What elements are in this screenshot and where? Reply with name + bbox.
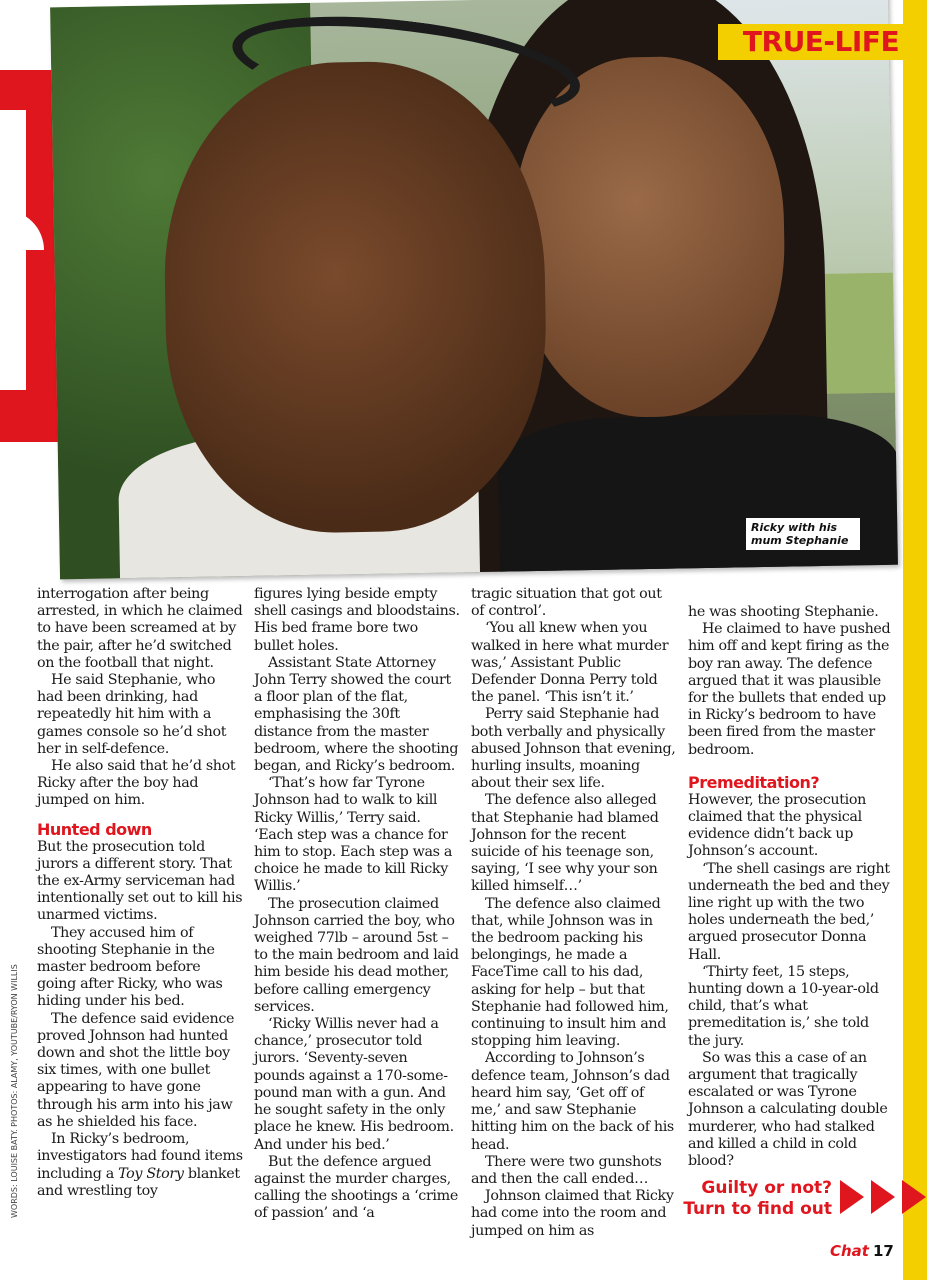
paragraph: tragic situation that got out of control’. [471, 586, 662, 620]
teaser-line-1: Guilty or not? [701, 1178, 832, 1198]
paragraph: figures lying beside empty shell casings and bloodstains. His bed frame bore two bullet holes. [254, 586, 460, 654]
film-title: Toy Story [118, 1165, 184, 1182]
photo-caption: Ricky with his mum Stephanie [746, 518, 860, 550]
paragraph: ‘Ricky Willis never had a chance,’ prosecutor told jurors. ‘Seventy-seven pounds against a 170-some-pound man with a gun. And he sought safety in the only place he knew. His bedroom. And under his bed.’ [254, 1016, 454, 1153]
arrow-right-icon [871, 1180, 895, 1214]
paragraph: He also said that he’d shot Ricky after the boy had jumped on him. [37, 758, 236, 809]
photo-credit: WORDS: LOUISE BATY. PHOTOS: ALAMY, YOUTUBE/RYON WILLIS [10, 964, 19, 1218]
continue-teaser [682, 1178, 832, 1220]
paragraph: ‘You all knew when you walked in here what murder was,’ Assistant Public Defender Donna Perry told the panel. ‘This isn’t it.’ [471, 620, 669, 706]
arrow-right-icon [840, 1180, 864, 1214]
paragraph: The defence also claimed that, while Johnson was in the bedroom packing his belongings, he made a FaceTime call to his dad, asking for help – but that Stephanie had followed him, continuing to insult him and stopping him leaving. [471, 895, 669, 1050]
paragraph: The prosecution claimed Johnson carried the boy, who weighed 77lb – around 5st – to the main bedroom and laid him beside his dead mother, before calling emergency services. [254, 895, 459, 1015]
teaser-line-2: Turn to find out [683, 1199, 832, 1219]
paragraph: According to Johnson’s defence team, Johnson’s dad heard him say, ‘Get off of me,’ and saw Stephanie hitting him on the back of his head. [471, 1050, 674, 1153]
paragraph: But the prosecution told jurors a different story. That the ex-Army serviceman had intentionally set out to kill his unarmed victims. [37, 838, 243, 924]
magazine-brand: Chat [830, 1242, 869, 1260]
paragraph: ‘Thirty feet, 15 steps, hunting down a 10-year-old child, that’s what premeditation is,’ she told the jury. [688, 963, 879, 1049]
page-folio [830, 1242, 894, 1260]
paragraph: The defence also alleged that Stephanie had blamed Johnson for the recent suicide of his teenage son, saying, ‘I see why your son killed himself…’ [471, 792, 659, 895]
section-tag: TRUE-LIFE [718, 24, 924, 60]
photo-woman-top [497, 413, 898, 580]
paragraph: He claimed to have pushed him off and kept firing as the boy ran away. The defence argued that it was plausible for the bullets that ended up in Ricky’s bedroom to have been fired from the master bedroom. [688, 621, 891, 758]
paragraph: he was shooting Stephanie. [688, 604, 879, 620]
text-run: blanket and wrestling toy [37, 1165, 240, 1199]
arrow-right-icon [902, 1180, 926, 1214]
paragraph: However, the prosecution claimed that the physical evidence didn’t back up Johnson’s account. [688, 791, 866, 860]
headline-letter-fragment [0, 110, 26, 390]
paragraph: Johnson claimed that Ricky had come into the room and jumped on him as [471, 1188, 674, 1239]
paragraph: They accused him of shooting Stephanie in the master bedroom before going after Ricky, who was hiding under his bed. [37, 924, 223, 1010]
paragraph: ‘That’s how far Tyrone Johnson had to walk to kill Ricky Willis,’ Terry said. ‘Each step was a chance for him to stop. Each step was a choice he made to kill Ricky Willis.’ [254, 775, 453, 895]
paragraph: So was this a case of an argument that tragically escalated or was Tyrone Johnson a calculating double murderer, who had stalked and killed a child in cold blood? [688, 1049, 888, 1170]
paragraph: But the defence argued against the murder charges, calling the shootings a ‘crime of passion’ and ‘a [254, 1153, 458, 1222]
page-number: 17 [872, 1242, 894, 1260]
headline-letter-fragment-curve [0, 210, 44, 250]
yellow-edge-strip [903, 0, 927, 1280]
column-4 [688, 604, 894, 1170]
paragraph [37, 1131, 243, 1200]
paragraph: ‘The shell casings are right underneath the bed and they line right up with the two holes underneath the bed,’ argued prosecutor Donna Hall. [688, 860, 890, 963]
photo-boy-face [161, 59, 549, 536]
text-run: In Ricky’s bedroom, investigators had found items including a [37, 1131, 243, 1182]
column-1 [37, 586, 243, 1200]
paragraph: interrogation after being arrested, in which he claimed to have been screamed at by the pair, after he’d switched on the football that night. [37, 586, 243, 671]
photo-woman-face [511, 55, 787, 420]
paragraph: The defence said evidence proved Johnson had hunted down and shot the little boy six times, with one bullet appearing to have gone through his arm into his jaw as he shielded his face. [37, 1010, 235, 1130]
column-3 [471, 586, 677, 1240]
paragraph: He said Stephanie, who had been drinking, had repeatedly hit him with a games console so he’d shot her in self-defence. [37, 672, 227, 757]
subheading-hunted-down: Hunted down [37, 819, 152, 839]
paragraph: There were two gunshots and then the call ended… [471, 1153, 662, 1187]
paragraph: Assistant State Attorney John Terry showed the court a floor plan of the flat, emphasising the 30ft distance from the master bedroom, where the shooting began, and Ricky’s bedroom. [254, 654, 459, 775]
arrows-icon [840, 1180, 927, 1216]
paragraph: Perry said Stephanie had both verbally and physically abused Johnson that evening, hurling insults, moaning about their sex life. [471, 706, 676, 792]
main-photo [50, 0, 898, 579]
column-2 [254, 586, 460, 1223]
subheading-premeditation: Premeditation? [688, 772, 820, 792]
